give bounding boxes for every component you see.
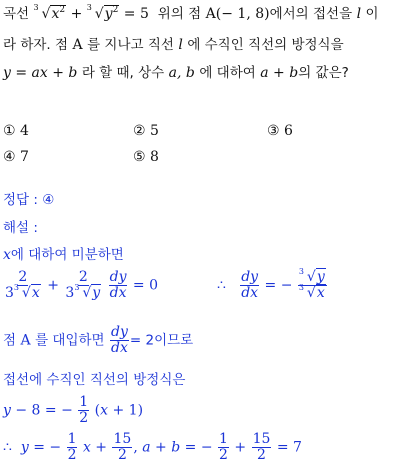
choice-1[interactable]: ① 4 [3, 123, 29, 139]
fraction: 2 3 3 √y [65, 269, 101, 301]
problem-text: 곡선 [3, 6, 30, 22]
therefore-symbol: ∴ [3, 439, 12, 456]
choice-2[interactable]: ② 5 [133, 123, 159, 139]
solution-step-1 [3, 246, 124, 264]
problem-text: 이 [365, 6, 379, 22]
solution-text: 에 대하여 미분하면 [10, 247, 124, 263]
problem-text: 에서의 접선을 [269, 6, 353, 22]
constants: a, b [168, 65, 195, 81]
problem-text: 라 할 때, 상수 [81, 65, 165, 81]
problem-text: 위의 점 [157, 6, 202, 22]
final-result: = 7 [276, 439, 302, 456]
problem-text: 에 대하여 [199, 65, 256, 81]
problem-text: 를 지나고 직선 [87, 37, 174, 53]
variable-x: x [3, 247, 11, 263]
dy-dx: $\frac{dy}{dx}$ [241, 269, 259, 301]
solution-final: ∴ y = − $\frac{1}{2}$ x + $\frac{15}{2}$ , a + b = − $\frac{1}{2}$ + $\frac{15}{2}$ = 7 [3, 431, 302, 463]
fraction: $\frac{15}{2}$ [252, 431, 271, 463]
fraction: 2 3 3 √x [5, 269, 40, 301]
answer-line: 정답 : ④ [3, 192, 55, 208]
equals-five: = 5 [123, 6, 149, 22]
fraction: $\frac{15}{2}$ [113, 431, 132, 463]
line-l: l [356, 6, 362, 22]
line-l: l [178, 37, 183, 53]
choice-4[interactable]: ④ 7 [3, 149, 29, 165]
point-a-label: A [72, 37, 83, 53]
solution-heading: 해설 : [3, 220, 38, 236]
fraction: $\frac{1}{2}$ [67, 431, 77, 463]
plus-sign: + [70, 6, 83, 22]
dy-dx: $\frac{dy}{dx}$ [109, 269, 127, 301]
problem-text: 의 값은? [298, 65, 349, 81]
problem-line-1 [3, 5, 379, 23]
solution-text: 를 대입하면 [35, 332, 105, 349]
problem-text: 라 하자. 점 [3, 37, 69, 53]
choice-3[interactable]: ③ 6 [267, 123, 293, 139]
sum-expression: a + b [260, 65, 299, 81]
solution-text: 점 [3, 332, 17, 349]
problem-line-3 [3, 64, 349, 82]
cube-root-y: 3 $√y^2$ [86, 3, 119, 22]
solution-derivative: 2 3 3 √x + 2 3 3 √y $\frac{dy}{dx}$ = 0 ∴ $\frac{dy}{dx}$ = − 3 √y 3 √x [5, 267, 325, 301]
solution-step-4: 접선에 수직인 직선의 방정식은 [3, 372, 186, 388]
fraction: 3 √y 3 √x [298, 267, 325, 301]
choice-5[interactable]: ⑤ 8 [133, 149, 159, 165]
solution-perp-line: y − 8 = − $\frac{1}{2}$ (x + 1) [3, 394, 144, 426]
line-equation: y = ax + b [3, 65, 78, 81]
problem-line-2 [3, 36, 344, 54]
problem-text: 에 수직인 직선의 방정식을 [187, 37, 344, 53]
therefore-symbol: ∴ [216, 277, 226, 294]
fraction: $\frac{1}{2}$ [79, 394, 89, 426]
solution-step-3 [3, 325, 193, 356]
point-a-label: A [20, 332, 31, 349]
point-a: A(− 1, 8) [205, 6, 270, 22]
dy-dx: $\frac{dy}{dx}$ [111, 324, 128, 356]
solution-text: = 2이므로 [129, 332, 194, 349]
fraction: $\frac{1}{2}$ [219, 431, 228, 463]
cube-root-x: 3 $√x^2$ [33, 3, 66, 22]
